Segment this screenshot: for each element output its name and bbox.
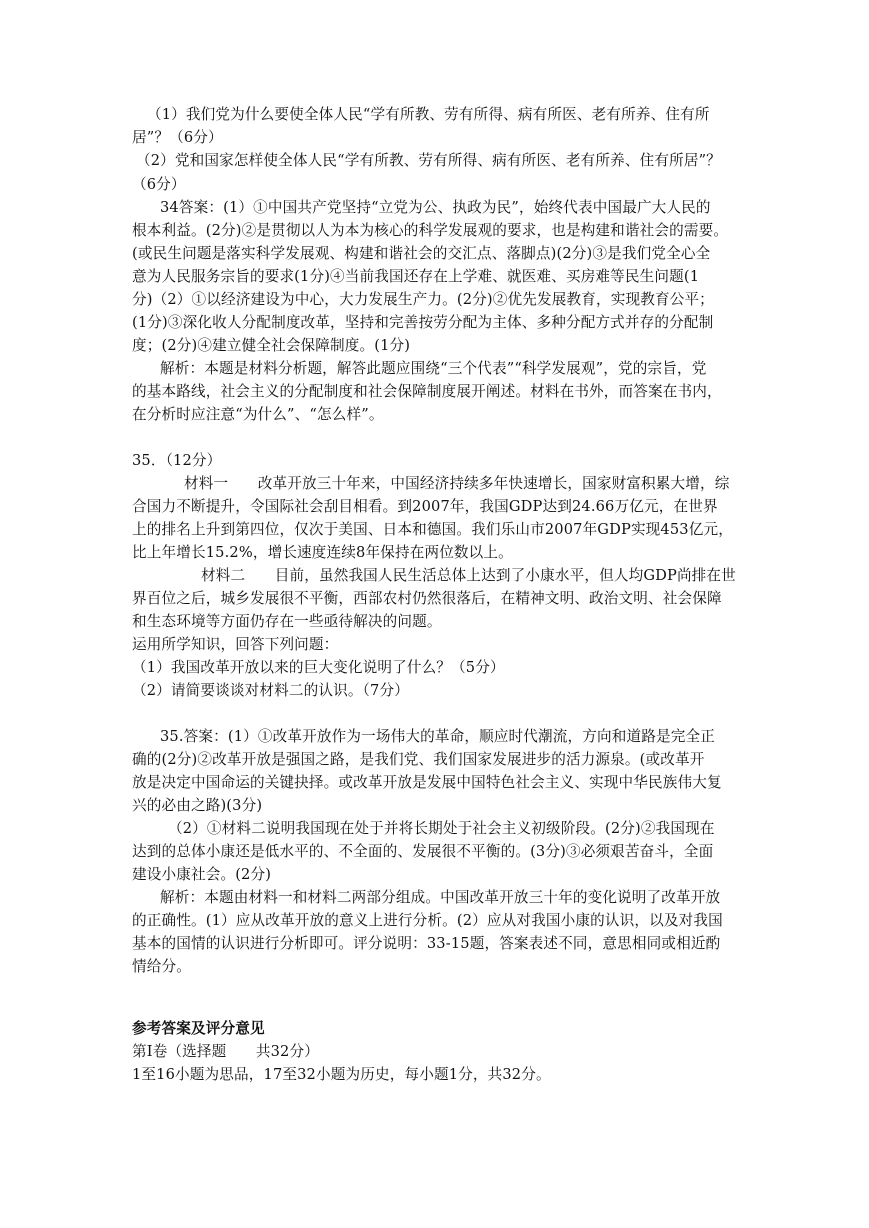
q35-analysis-line: 情给分。	[132, 958, 191, 975]
q35-analysis-line: 的正确性。(1）应从改革开放的意义上进行分析。(2）应从对我国小康的认识，以及对我国	[132, 912, 723, 929]
q35-answer1-line: 兴的必由之路)(3分)	[132, 797, 263, 814]
reference-answers-title: 参考答案及评分意见	[132, 1020, 265, 1037]
q34-answer-line: 34答案：(1）①中国共产党坚持“立党为公、执政为民”，始终代表中国最广大人民的	[160, 199, 711, 216]
q35-material2-line: 和生态环境等方面仍存在一些亟待解决的问题。	[132, 613, 442, 630]
q34-answer-line: 度；(2分)④建立健全社会保障制度。(1分)	[132, 337, 411, 354]
q35-answer2-line: （2）①材料二说明我国现在处于并将长期处于社会主义初级阶段。(2分)②我国现在	[168, 820, 715, 837]
q35-answer2-line: 达到的总体小康还是低水平的、不全面的、发展很不平衡的。(3分)③必须艰苦奋斗，全面	[132, 843, 714, 860]
q35-material1-line: 上的排名上升到第四位，仅次于美国、日本和德国。我们乐山市2007年GDP实现453亿元，	[132, 521, 733, 538]
q35-material2-line: 材料二 目前，虽然我国人民生活总体上达到了小康水平，但人均GDP尚排在世	[201, 567, 736, 584]
q35-analysis-line: 基本的国情的认识进行分析即可。评分说明：33-15题，答案表述不同，意思相同或相近酌	[132, 935, 721, 952]
q35-answer1-line: 放是决定中国命运的关键抉择。或改革开放是发展中国特色社会主义、实现中华民族伟大复	[132, 774, 722, 791]
q34-answer-line: (或民生问题是落实科学发展观、构建和谐社会的交汇点、落脚点)(2分)③是我们党全心全	[132, 245, 711, 262]
q34-analysis-line: 的基本路线，社会主义的分配制度和社会保障制度展开阐述。材料在书外，而答案在书内，	[132, 383, 722, 400]
q35-analysis-line: 解析：本题由材料一和材料二两部分组成。中国改革开放三十年的变化说明了改革开放	[160, 889, 721, 906]
q34-answer-line: 分)（2）①以经济建设为中心，大力发展生产力。(2分)②优先发展教育，实现教育公平；	[132, 291, 714, 308]
q35-answer2-line: 建设小康社会。(2分)	[132, 866, 272, 883]
q35-answer1-line: 35.答案：(1）①改革开放作为一场伟大的革命，顺应时代潮流，方向和道路是完全正	[160, 728, 715, 745]
q35-material1-line: 材料一 改革开放三十年来，中国经济持续多年快速增长，国家财富积累大增，综	[184, 475, 730, 492]
q34-sub2-line1: （2）党和国家怎样使全体人民“学有所教、劳有所得、病有所医、老有所养、住有所居”？	[136, 152, 721, 169]
q35-sub1: （1）我国改革开放以来的巨大变化说明了什么？（5分）	[132, 659, 505, 676]
q34-sub1-line2: 居”？（6分）	[132, 129, 223, 146]
q35-material1-line: 合国力不断提升，令国际社会刮目相看。到2007年，我国GDP达到24.66万亿元，在世界	[132, 498, 718, 515]
q34-sub1-line1: （1）我们党为什么要使全体人民“学有所教、劳有所得、病有所医、老有所养、住有所	[147, 106, 710, 123]
q35-material1-line: 比上年增长15.2%，增长速度连续8年保持在两位数以上。	[132, 544, 513, 561]
q34-answer-line: 意为人民服务宗旨的要求(1分)④当前我国还存在上学难、就医难、买房难等民生问题(1	[132, 268, 700, 285]
scoring-note: 1至16小题为思品，17至32小题为历史，每小题1分，共32分。	[132, 1066, 551, 1083]
q35-material2-line: 界百位之后，城乡发展很不平衡，西部农村仍然很落后，在精神文明、政治文明、社会保障	[132, 590, 722, 607]
q34-analysis-line: 在分析时应注意“为什么”、“怎么样”。	[132, 406, 384, 423]
q35-sub2: （2）请简要谈谈对材料二的认识。（7分）	[132, 682, 409, 699]
section-heading: 第Ⅰ卷（选择题 共32分）	[132, 1043, 319, 1060]
q35-header: 35．（12分）	[132, 452, 222, 469]
q34-answer-line: (1分)③深化收人分配制度改革，坚持和完善按劳分配为主体、多种分配方式并存的分配制	[132, 314, 714, 331]
q34-sub2-line2: （6分）	[132, 176, 186, 193]
q35-prompt: 运用所学知识，回答下列问题：	[132, 636, 339, 653]
q35-answer1-line: 确的(2分)②改革开放是强国之路，是我们党、我们国家发展进步的活力源泉。(或改革开	[132, 751, 705, 768]
q34-analysis-line: 解析：本题是材料分析题，解答此题应围绕“三个代表”“科学发展观”，党的宗旨，党	[160, 360, 707, 377]
q34-answer-line: 根本利益。(2分)②是贯彻以人为本为核心的科学发展观的要求，也是构建和谐社会的需要。	[132, 222, 729, 239]
